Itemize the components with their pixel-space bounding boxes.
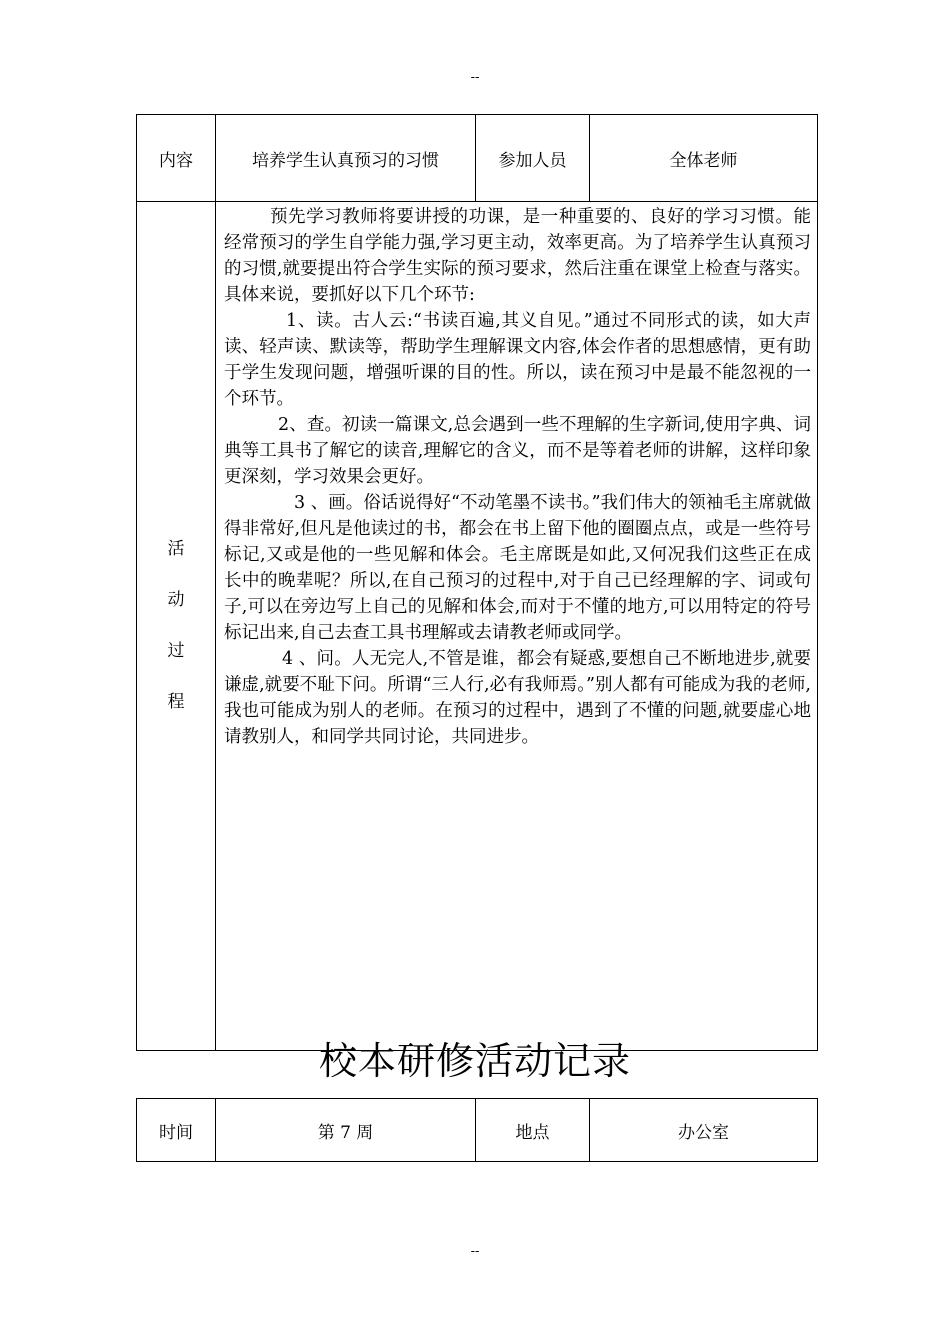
activity-table (136, 114, 818, 1051)
content-value: 培养学生认真预习的习惯 (216, 115, 476, 202)
place-value: 办公室 (590, 1099, 818, 1162)
time-label: 时间 (137, 1099, 216, 1162)
step-check-paragraph: 2、查。初读一篇课文,总会遇到一些不理解的生字新词,使用字典、词典等工具书了解它的读音,理解它的含义，而不是等着老师的讲解，这样印象更深刻，学习效果会更好。 (224, 415, 811, 487)
process-label-char: 过 (167, 641, 185, 661)
intro-paragraph: 预先学习教师将要讲授的功课，是一种重要的、良好的学习习惯。能经常预习的学生自学能力强,学习更主动，效率更高。为了培养学生认真预习的习惯,就要提出符合学生实际的预习要求，然后注重在课堂上检查与落实。具体来说，要抓好以下几个环节: (224, 207, 811, 305)
page-marker-bottom: -- (470, 1244, 480, 1259)
process-label-char: 动 (167, 590, 185, 610)
time-value: 第 7 周 (216, 1099, 476, 1162)
process-label-char: 程 (167, 692, 185, 712)
place-label: 地点 (476, 1099, 590, 1162)
process-label (137, 202, 216, 1051)
process-content (216, 202, 818, 1051)
record-title: 校本研修活动记录 (318, 1039, 631, 1083)
participants-value: 全体老师 (590, 115, 818, 202)
step-mark-paragraph: 3 、画。俗话说得好“不动笔墨不读书。”我们伟大的领袖毛主席就做得非常好,但凡是他读过的书，都会在书上留下他的圈圈点点，或是一些符号标记,又或是他的一些见解和体会。毛主席既是如此,又何况我们这些正在成长中的晚辈呢？所以,在自己预习的过程中,对于自己已经理解的字、词或句子,可以在旁边写上自己的见解和体会,而对于不懂的地方,可以用特定的符号标记出来,自己去查工具书理解或去请教老师或同学。 (224, 493, 811, 643)
step-read-paragraph: 1、读。古人云:“书读百遍,其义自见。”通过不同形式的读，如大声读、轻声读、默读等，帮助学生理解课文内容,体会作者的思想感情，更有助于学生发现问题，增强听课的目的性。所以，读在预习中是最不能忽视的一个环节。 (224, 311, 811, 409)
process-label-char: 活 (167, 539, 185, 559)
record-table (136, 1098, 818, 1162)
participants-label: 参加人员 (476, 115, 590, 202)
step-ask-paragraph: 4 、问。人无完人,不管是谁，都会有疑惑,要想自己不断地进步,就要谦虚,就要不耻下问。所谓“三人行,必有我师焉。”别人都有可能成为我的老师,我也可能成为别人的老师。在预习的过程中，遇到了不懂的问题,就要虚心地请教别人，和同学共同讨论，共同进步。 (224, 649, 811, 747)
page-marker-top: -- (470, 70, 480, 85)
content-label: 内容 (137, 115, 216, 202)
